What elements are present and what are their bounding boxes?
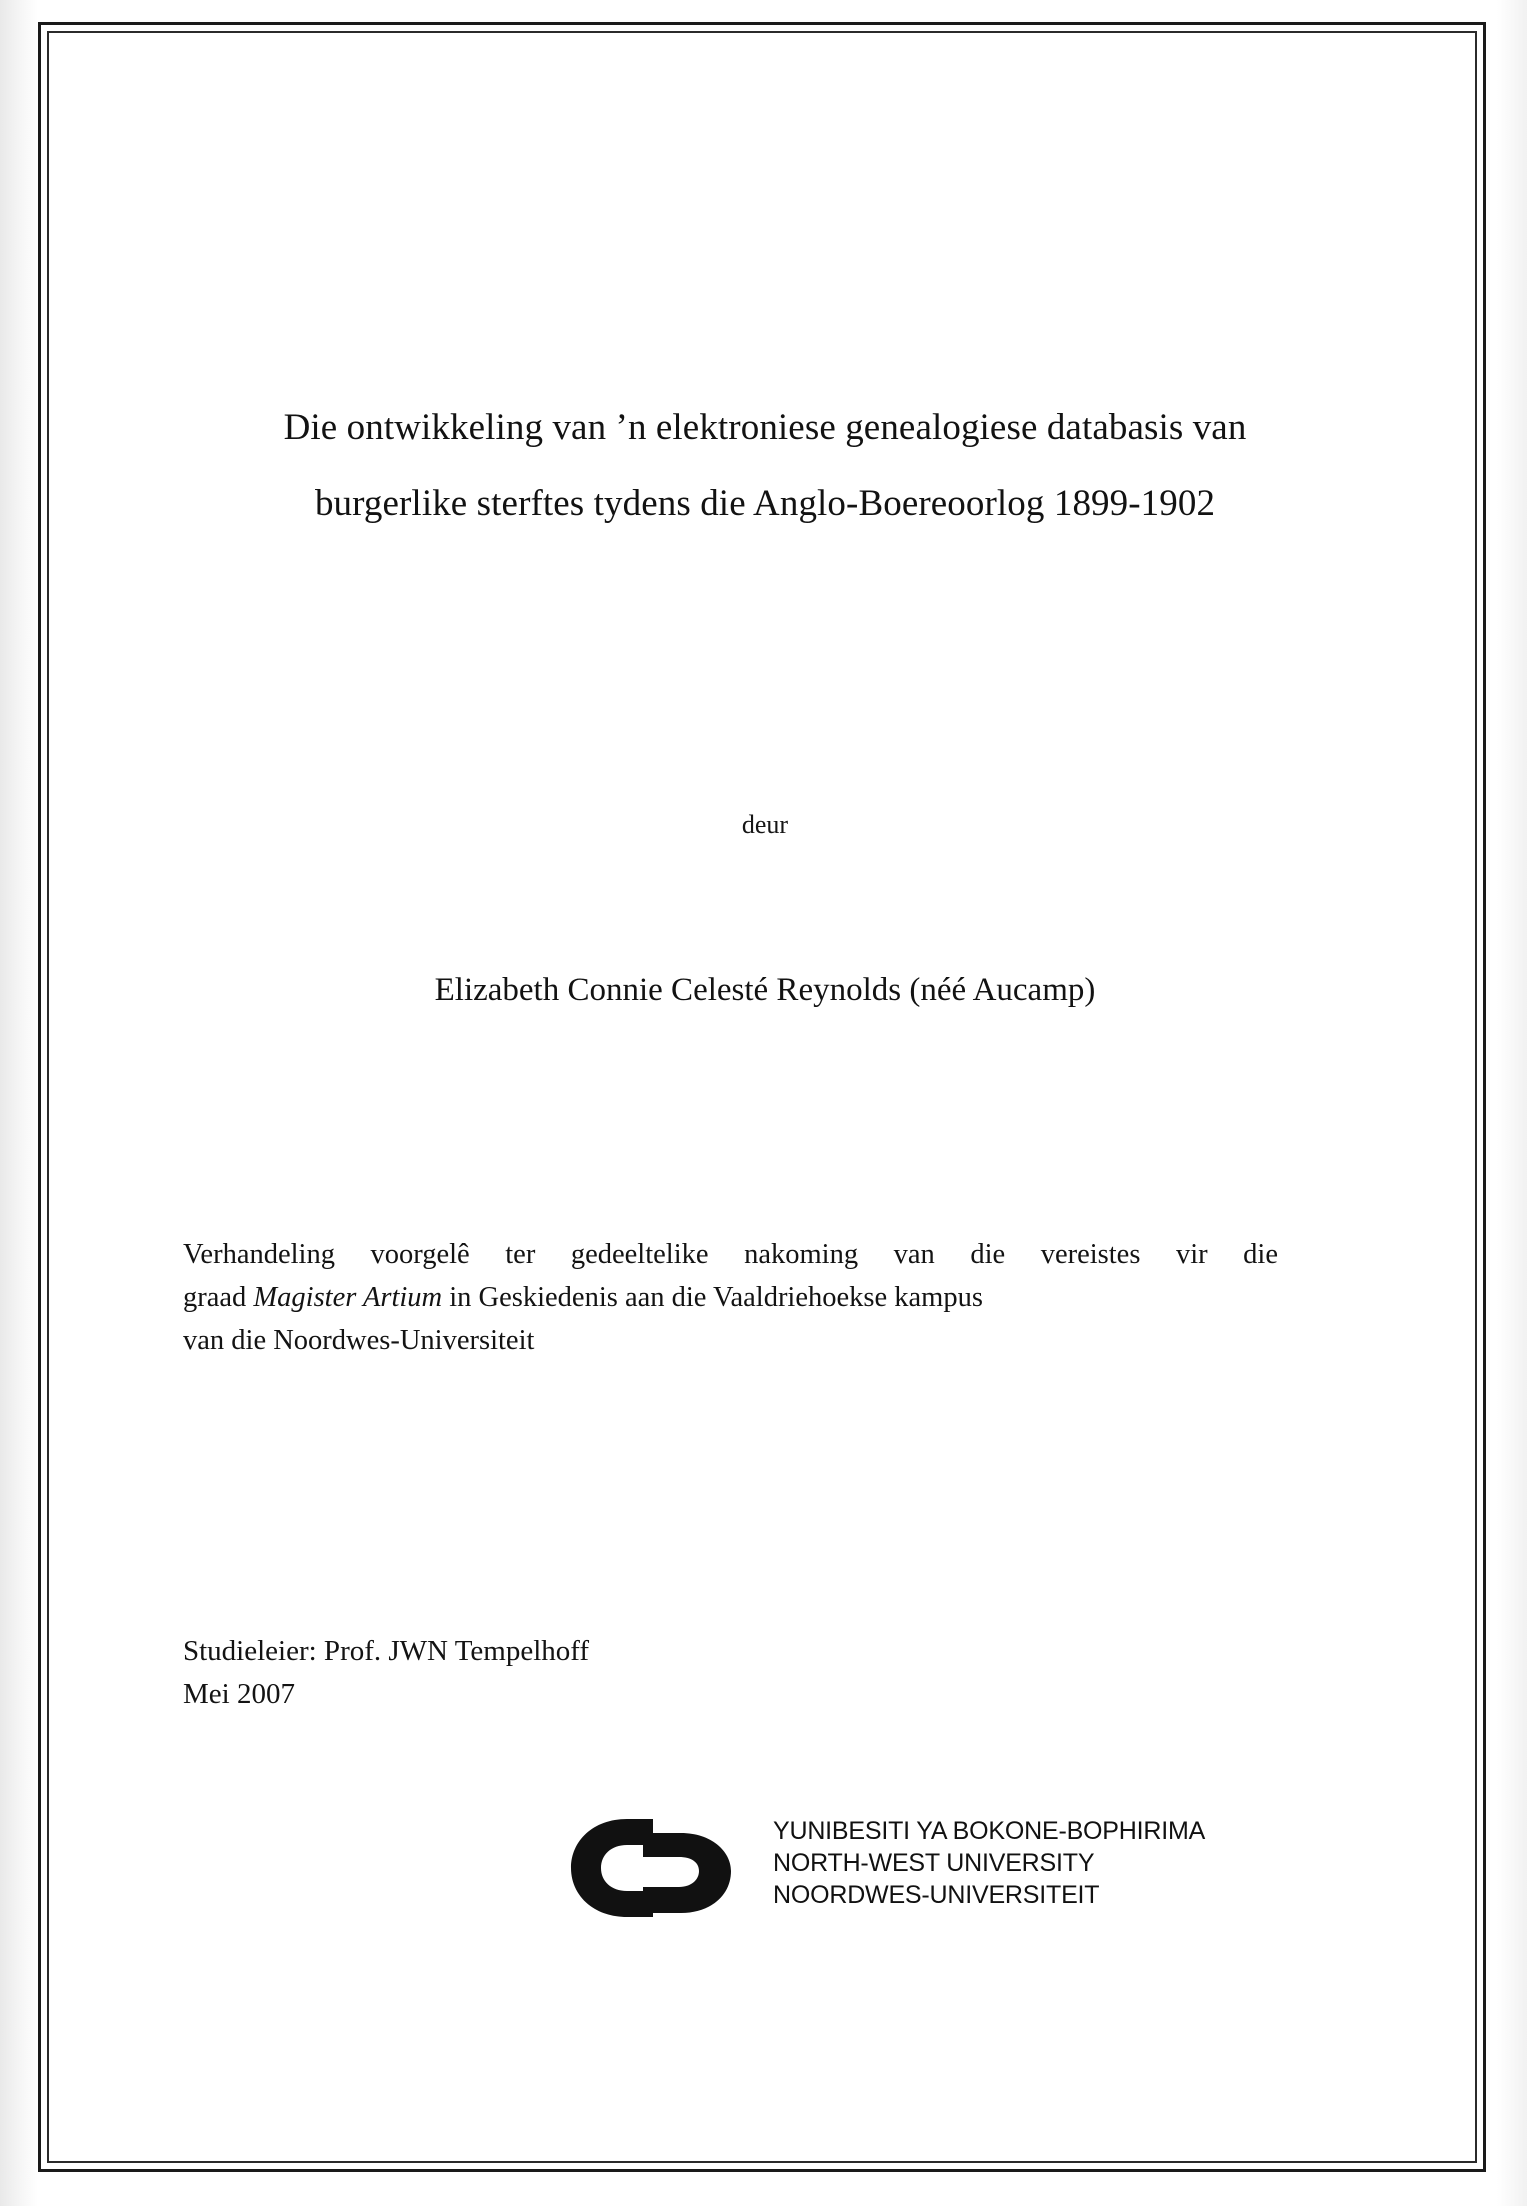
logo-text-line-1: YUNIBESITI YA BOKONE-BOPHIRIMA: [773, 1817, 1206, 1845]
logo-text-line-2: NORTH-WEST UNIVERSITY: [773, 1849, 1095, 1877]
supervisor-line: Studieleier: Prof. JWN Tempelhoff: [183, 1635, 590, 1667]
north-west-university-logo-icon: [565, 1813, 765, 1923]
degree-statement-line-3: van die Noordwes-Universiteit: [183, 1325, 535, 1356]
degree-statement-line-2: [183, 1276, 1278, 1319]
date-line: Mei 2007: [183, 1678, 295, 1710]
degree-statement-line-2-suffix: in Geskiedenis aan die Vaaldriehoekse kampus: [442, 1282, 983, 1313]
degree-statement-line-2-prefix: graad: [183, 1282, 254, 1313]
scan-edge-right: [1497, 0, 1527, 2206]
title-line-2: burgerlike sterftes tydens die Anglo-Boereoorlog 1899-1902: [314, 483, 1216, 524]
university-logo-text: [773, 1815, 1205, 1911]
degree-statement-line-1: Verhandeling voorgelê ter gedeeltelike nakoming van die vereistes vir die: [183, 1239, 1278, 1270]
author-name: Elizabeth Connie Celesté Reynolds (néé Aucamp): [434, 972, 1096, 1008]
by-label: deur: [741, 810, 789, 839]
degree-name-italic: Magister Artium: [253, 1282, 443, 1313]
page-content: [110, 60, 1410, 2120]
scan-edge-left: [0, 0, 38, 2206]
logo-text-line-3: NOORDWES-UNIVERSITEIT: [773, 1881, 1100, 1909]
title-line-1: Die ontwikkeling van ’n elektroniese genealogiese databasis van: [283, 407, 1247, 448]
supervisor-block: [183, 1630, 1083, 1716]
page-title: [190, 390, 1340, 542]
university-logo: [565, 1805, 1205, 1935]
degree-statement: [183, 1233, 1278, 1362]
